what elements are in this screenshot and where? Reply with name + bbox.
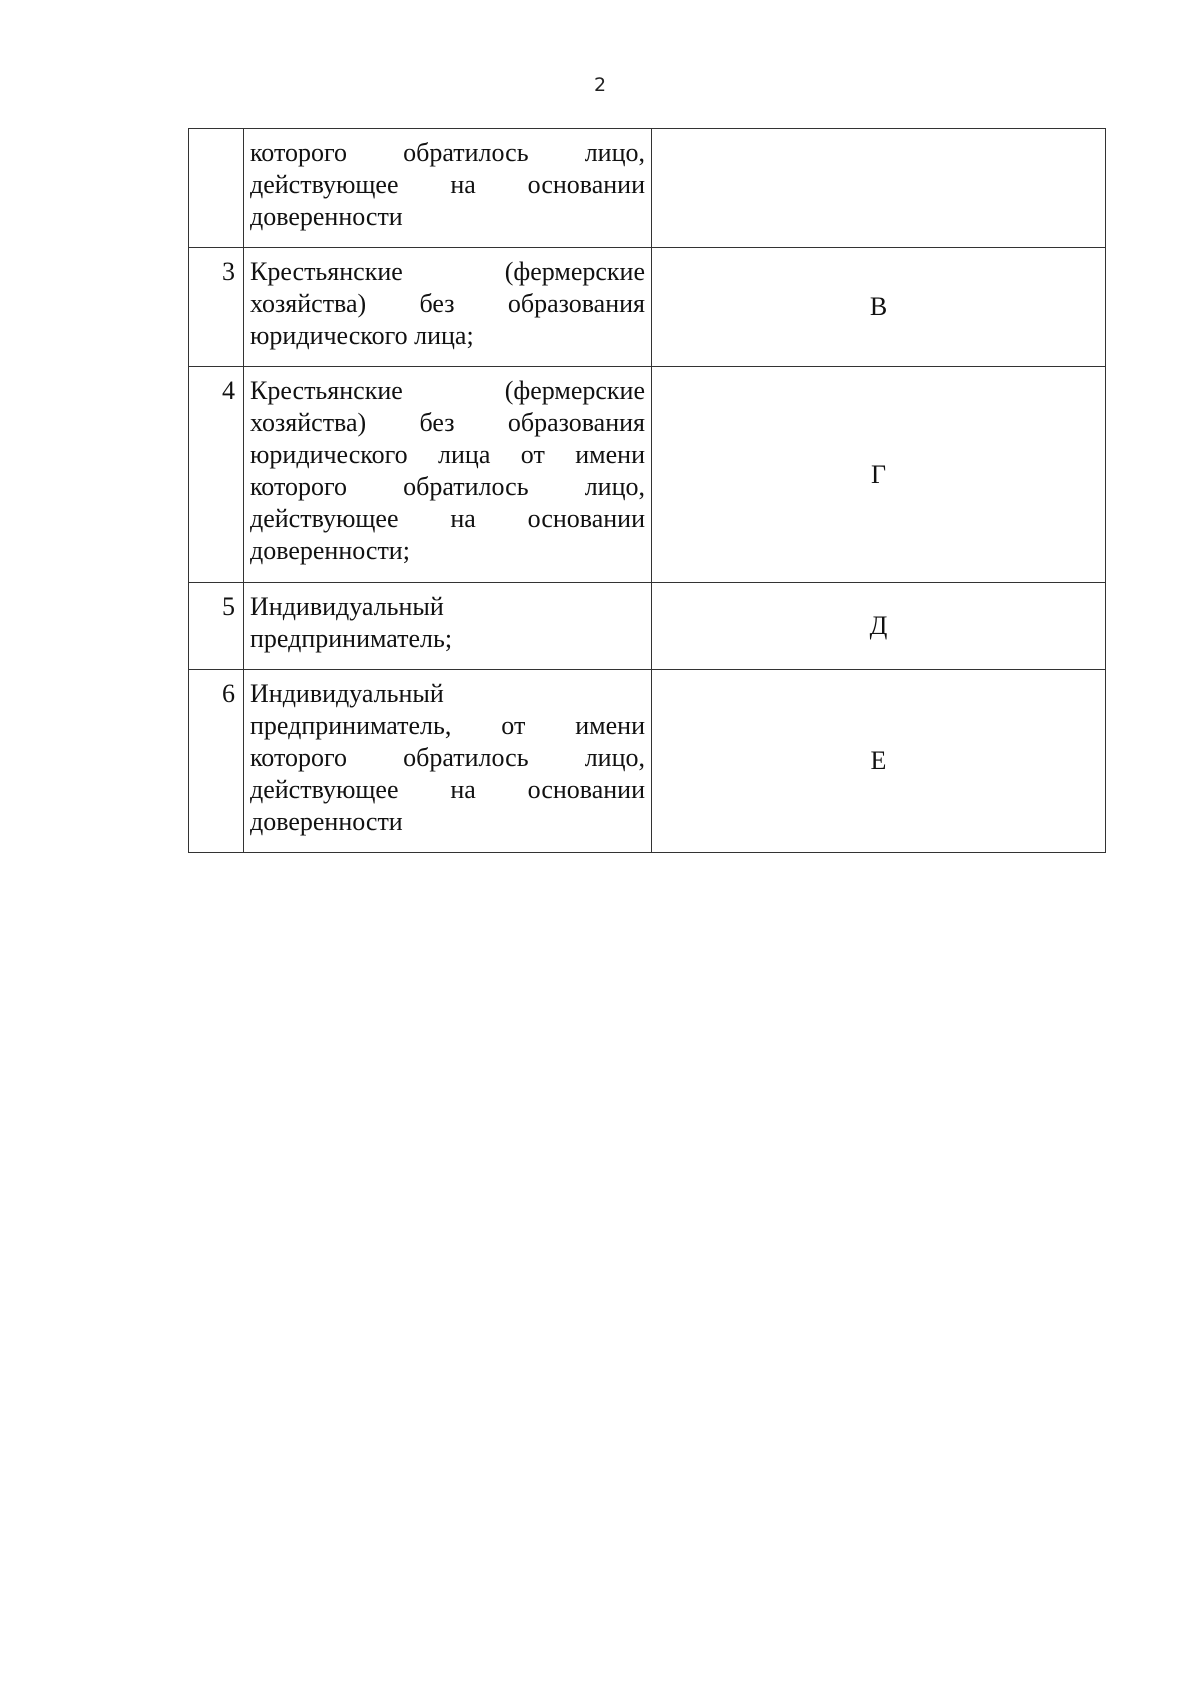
entity-description-cell (244, 583, 652, 670)
entity-code-cell: В (652, 248, 1106, 367)
table-row (189, 583, 1106, 670)
table-body (189, 129, 1106, 853)
description-line: которого обратилось лицо, (250, 138, 645, 167)
description-line: предприниматель; (250, 624, 453, 653)
entity-description-cell (244, 248, 652, 367)
description-line: юридического лица от имени (250, 440, 645, 469)
description-line: Крестьянские (фермерские (250, 257, 645, 286)
description-line: доверенности; (250, 536, 410, 565)
table-row (189, 248, 1106, 367)
table-row (189, 129, 1106, 248)
entity-code-cell: Е (652, 670, 1106, 853)
entity-description-cell (244, 670, 652, 853)
description-line: хозяйства) без образования (250, 289, 645, 318)
description-line: предприниматель, от имени (250, 711, 645, 740)
table-row (189, 367, 1106, 583)
description-line: которого обратилось лицо, (250, 472, 645, 501)
description-line: доверенности (250, 202, 403, 231)
row-number-cell (189, 129, 244, 248)
entity-description-cell (244, 367, 652, 583)
description-line: Крестьянские (фермерские (250, 376, 645, 405)
description-line: действующее на основании (250, 775, 645, 804)
entity-code-table (188, 128, 1106, 853)
description-line: Индивидуальный (250, 592, 444, 621)
description-line: действующее на основании (250, 504, 645, 533)
entity-code-cell (652, 129, 1106, 248)
description-line: которого обратилось лицо, (250, 743, 645, 772)
table-row (189, 670, 1106, 853)
description-line: хозяйства) без образования (250, 408, 645, 437)
description-line: юридического лица; (250, 321, 474, 350)
description-line: действующее на основании (250, 170, 645, 199)
description-line: доверенности (250, 807, 403, 836)
row-number-cell: 4 (189, 367, 244, 583)
entity-code-cell: Д (652, 583, 1106, 670)
row-number-cell: 5 (189, 583, 244, 670)
row-number-cell: 3 (189, 248, 244, 367)
page-number: 2 (593, 74, 607, 96)
row-number-cell: 6 (189, 670, 244, 853)
entity-code-cell: Г (652, 367, 1106, 583)
entity-description-cell (244, 129, 652, 248)
description-line: Индивидуальный (250, 679, 444, 708)
